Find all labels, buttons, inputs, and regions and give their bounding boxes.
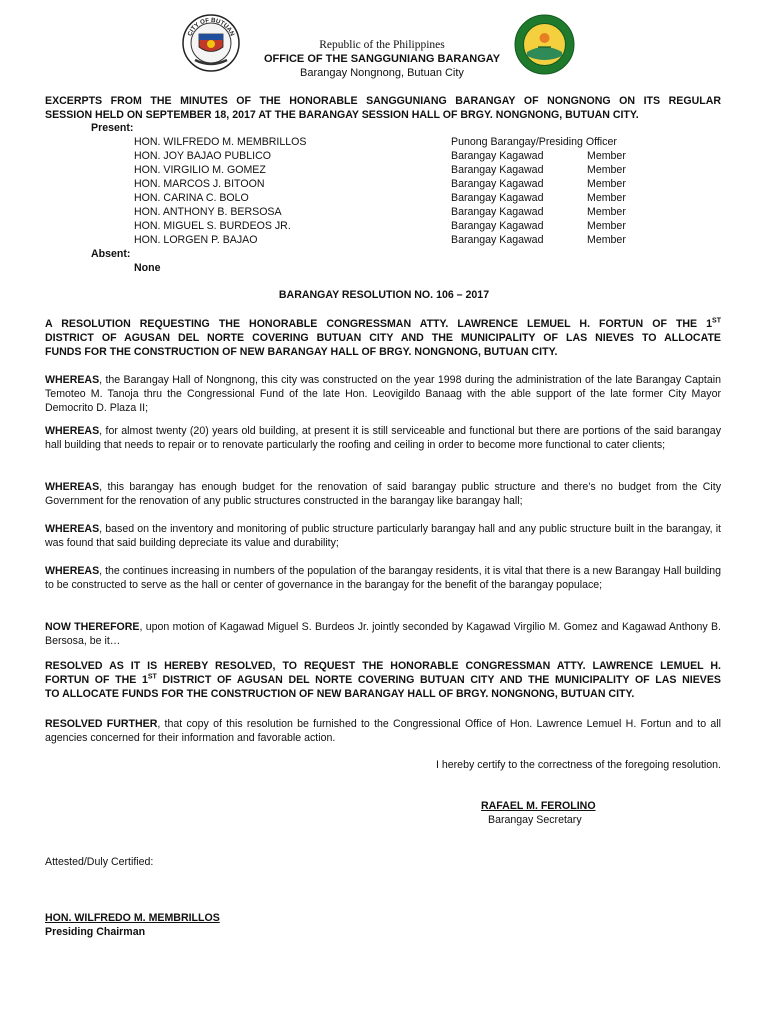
barangay-seal-icon	[514, 14, 575, 75]
whereas-label: WHEREAS	[45, 523, 100, 535]
member-position: Barangay Kagawad	[451, 150, 544, 162]
resolution-title: BARANGAY RESOLUTION NO. 106 – 2017	[278, 289, 490, 301]
resolved-line-2	[45, 673, 721, 687]
resolved-text: , TO REQUEST THE HONORABLE CONGRESSMAN ATTY. LAWRENCE LEMUEL H.	[272, 660, 721, 672]
present-label: Present:	[91, 122, 134, 134]
whereas-paragraph	[45, 373, 721, 415]
absent-label: Absent:	[91, 248, 131, 260]
barangay-heading: Barangay Nongnong, Butuan City	[300, 67, 464, 79]
resolved-text: FORTUN OF THE 1	[45, 674, 148, 686]
left-seal-text: CITY OF BUTUAN	[186, 16, 236, 38]
resolution-heading-text: A RESOLUTION REQUESTING THE HONORABLE CONGRESSMAN ATTY. LAWRENCE LEMUEL H. FORTUN OF THE 1	[45, 318, 713, 330]
chairman-title: Presiding Chairman	[45, 926, 146, 938]
absent-value: None	[134, 262, 161, 274]
excerpt-line-2: SESSION HELD ON SEPTEMBER 18, 2017 AT THE BARANGAY SESSION HALL OF BRGY. NONGNONG, BUTUAN CITY.	[45, 109, 639, 121]
member-name: HON. MARCOS J. BITOON	[134, 178, 265, 190]
table-row	[134, 233, 626, 247]
table-row	[134, 191, 626, 205]
resolved-further-paragraph	[45, 717, 721, 745]
secretary-name: RAFAEL M. FEROLINO	[481, 800, 596, 812]
document-header	[250, 38, 514, 80]
ordinal-suffix: ST	[147, 673, 157, 681]
member-role: Member	[587, 150, 626, 162]
attendance-table	[134, 135, 626, 247]
resolved-further-text: , that copy of this resolution be furnished to the Congressional Office of Hon. Lawrence Lemuel H. Fortun and to all agencies concerned for their information and favorable action.	[45, 718, 721, 744]
member-role: Member	[587, 234, 626, 246]
member-position: Barangay Kagawad	[451, 220, 544, 232]
whereas-text: , based on the inventory and monitoring of public structure particularly barangay hall and any public structure built in the barangay, it was found that said building depreciate its value and durability;	[45, 523, 721, 549]
office-heading: OFFICE OF THE SANGGUNIANG BARANGAY	[263, 53, 501, 65]
resolution-heading-line-2: DISTRICT OF AGUSAN DEL NORTE COVERING BUTUAN CITY AND THE MUNICIPALITY OF LAS NIEVES TO ALLOCATE	[45, 332, 721, 344]
now-therefore-paragraph	[45, 620, 721, 648]
member-position: Barangay Kagawad	[451, 192, 544, 204]
table-row	[134, 163, 626, 177]
now-therefore-label: NOW THEREFORE	[45, 621, 140, 633]
now-therefore-text: , upon motion of Kagawad Miguel S. Burdeos Jr. jointly seconded by Kagawad Virgilio M. Gomez and Kagawad Anthony B. Bersosa, be it…	[45, 621, 721, 647]
member-role: Member	[587, 178, 626, 190]
member-role: Member	[587, 206, 626, 218]
member-position: Barangay Kagawad	[451, 178, 544, 190]
member-position: Punong Barangay/Presiding Officer	[451, 136, 617, 148]
whereas-text: , for almost twenty (20) years old building, at present it is still serviceable and functional but there are portions of the said barangay hall building that needs to repair or to renovate particularly the roofing and ceiling in order to become more functional to cater clients;	[45, 425, 721, 451]
republic-heading: Republic of the Philippines	[319, 39, 445, 51]
ordinal-suffix: ST	[712, 317, 721, 325]
table-row	[134, 219, 626, 233]
whereas-label: WHEREAS	[45, 481, 100, 493]
whereas-paragraph	[45, 564, 721, 592]
table-row	[134, 177, 626, 191]
attested-label: Attested/Duly Certified:	[45, 856, 154, 868]
member-role: Member	[587, 220, 626, 232]
secretary-title: Barangay Secretary	[488, 814, 582, 826]
resolved-line-1	[45, 659, 721, 673]
city-seal-icon	[182, 14, 240, 72]
table-row	[134, 205, 626, 219]
member-name: HON. ANTHONY B. BERSOSA	[134, 206, 282, 218]
whereas-label: WHEREAS	[45, 565, 100, 577]
whereas-text: , the continues increasing in numbers of the population of the barangay residents, it is vital that there is a new Barangay Hall building to be constructed to serve as the hall or center of governance in the barangay for the benefit of the barangay populace;	[45, 565, 721, 591]
resolved-text: DISTRICT OF AGUSAN DEL NORTE COVERING BUTUAN CITY AND THE MUNICIPALITY OF LAS NIEVES	[156, 674, 721, 686]
member-position: Barangay Kagawad	[451, 164, 544, 176]
whereas-label: WHEREAS	[45, 425, 100, 437]
member-position: Barangay Kagawad	[451, 206, 544, 218]
whereas-label: WHEREAS	[45, 374, 100, 386]
resolved-label: RESOLVED AS IT IS HEREBY RESOLVED	[45, 660, 273, 672]
certification-statement: I hereby certify to the correctness of the foregoing resolution.	[435, 759, 721, 771]
member-name: HON. LORGEN P. BAJAO	[134, 234, 258, 246]
member-role: Member	[587, 164, 626, 176]
resolved-line-3: TO ALLOCATE FUNDS FOR THE CONSTRUCTION OF NEW BARANGAY HALL OF BRGY. NONGNONG, BUTUAN CITY.	[45, 688, 635, 700]
whereas-paragraph	[45, 480, 721, 508]
whereas-paragraph	[45, 424, 721, 452]
member-name: HON. MIGUEL S. BURDEOS JR.	[134, 220, 291, 232]
member-name: HON. JOY BAJAO PUBLICO	[134, 150, 271, 162]
member-name: HON. VIRGILIO M. GOMEZ	[134, 164, 266, 176]
excerpt-line-1: EXCERPTS FROM THE MINUTES OF THE HONORABLE SANGGUNIANG BARANGAY OF NONGNONG ON ITS REGULAR	[45, 95, 721, 107]
member-position: Barangay Kagawad	[451, 234, 544, 246]
chairman-name: HON. WILFREDO M. MEMBRILLOS	[45, 912, 220, 924]
whereas-paragraph	[45, 522, 721, 550]
resolution-heading-line-1	[45, 317, 721, 331]
member-role: Member	[587, 192, 626, 204]
resolution-heading-line-3: FUNDS FOR THE CONSTRUCTION OF NEW BARANGAY HALL OF BRGY. NONGNONG, BUTUAN CITY.	[45, 346, 558, 358]
whereas-text: , the Barangay Hall of Nongnong, this city was constructed on the year 1998 during the administration of the late Barangay Captain Temoteo M. Tanoja thru the Congressional Fund of the late Hon. Leovigildo Banaag with the able support of the late former City Mayor Democrito D. Plaza II;	[45, 374, 721, 414]
whereas-text: , this barangay has enough budget for the renovation of said barangay public structure and there's no budget from the City Government for the renovation of any public structures constructed in the barangay like barangay hall;	[45, 481, 721, 507]
resolved-further-label: RESOLVED FURTHER	[45, 718, 158, 730]
member-name: HON. CARINA C. BOLO	[134, 192, 249, 204]
table-row	[134, 149, 626, 163]
table-row	[134, 135, 626, 149]
member-name: HON. WILFREDO M. MEMBRILLOS	[134, 136, 307, 148]
